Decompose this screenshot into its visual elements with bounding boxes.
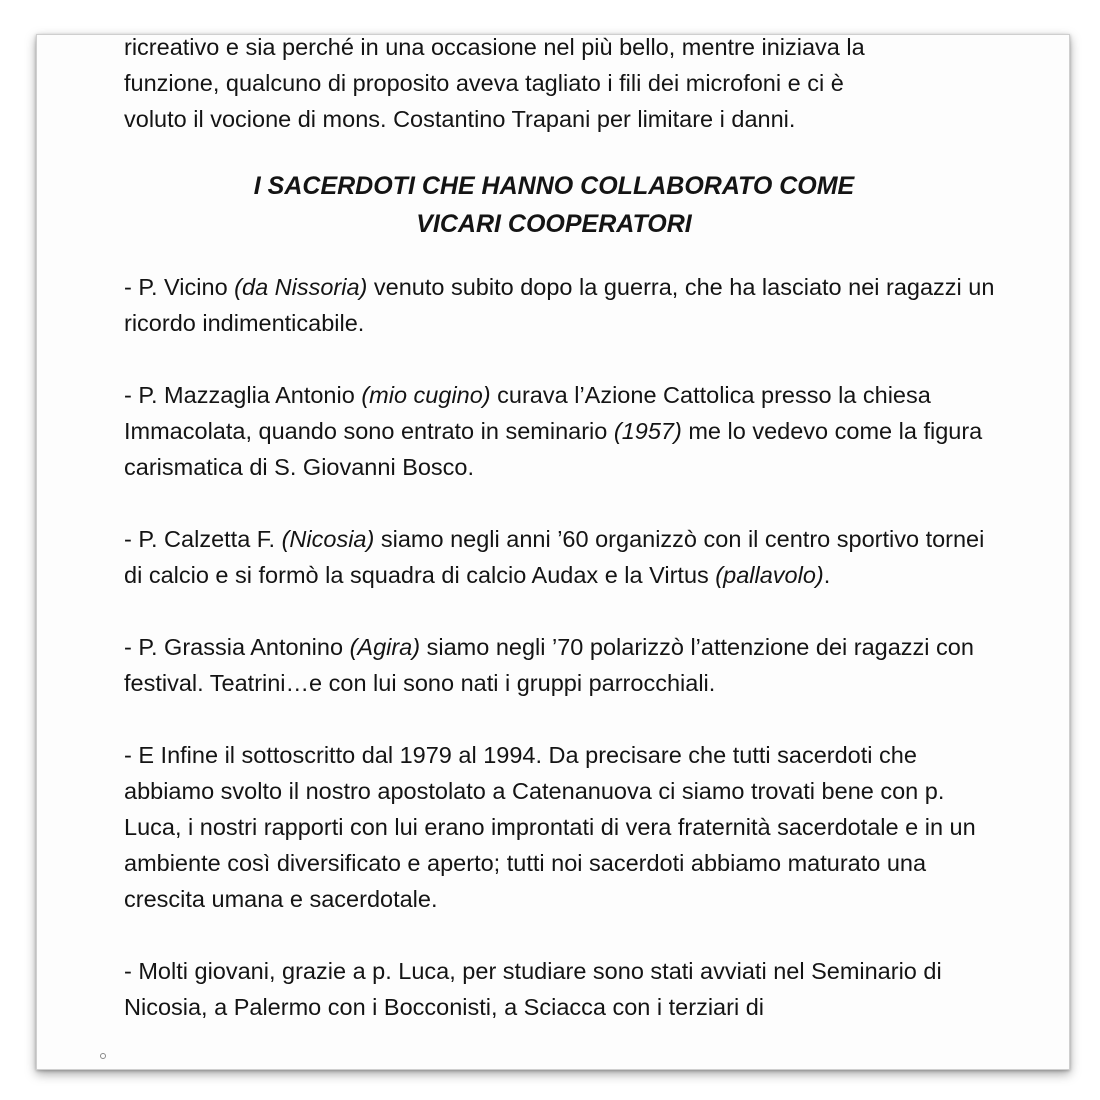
p1-rest: venuto subito dopo la guerra, che ha lasciato nei ragazzi un ricordo indimenticabile.	[124, 274, 995, 336]
p4-rest: siamo negli ’70 polarizzò l’attenzione dei ragazzi con festival. Teatrini…e con lui sono nati i gruppi parrocchiali.	[124, 634, 974, 696]
scan-speck	[100, 1053, 106, 1059]
heading-line-1: I SACERDOTI CHE HANNO COLLABORATO COME	[253, 172, 855, 200]
paragraph-giovani	[124, 953, 1004, 1025]
p2-rest: me lo vedevo come la figura carismatica di S. Giovanni Bosco.	[124, 418, 983, 480]
p4-lead: - P. Grassia Antonino	[124, 634, 350, 660]
intro-line-1: ricreativo e sia perché in una occasione nel più bello, mentre iniziava la	[124, 34, 865, 60]
p3-end: .	[823, 562, 831, 588]
paragraph-vicino	[124, 269, 1004, 341]
p1-origin: (da Nissoria)	[234, 274, 368, 300]
intro-paragraph	[124, 34, 1004, 137]
intro-line-3: voluto il vocione di mons. Costantino Trapani per limitare i danni.	[124, 106, 796, 132]
p2-year: (1957)	[613, 418, 682, 444]
paragraph-sottoscritto	[124, 737, 1004, 917]
intro-line-2: funzione, qualcuno di proposito aveva tagliato i fili dei microfoni e ci è	[124, 70, 844, 96]
p3-middle: siamo negli anni ’60 organizzò con il centro sportivo tornei di calcio e si formò la squadra di calcio Audax e la Virtus	[124, 526, 985, 588]
p2-note: (mio cugino)	[361, 382, 491, 408]
document-body	[124, 34, 1004, 1025]
p3-origin: (Nicosia)	[281, 526, 375, 552]
paragraph-calzetta	[124, 521, 1004, 593]
heading-line-2: VICARI COOPERATORI	[416, 210, 692, 238]
p6-text: - Molti giovani, grazie a p. Luca, per studiare sono stati avviati nel Seminario di Nicosia, a Palermo con i Bocconisti, a Sciacca con i terziari di	[124, 958, 942, 1020]
paragraph-grassia	[124, 629, 1004, 701]
scanned-page	[36, 34, 1070, 1070]
p3-lead: - P. Calzetta F.	[124, 526, 282, 552]
p4-origin: (Agira)	[349, 634, 421, 660]
p1-lead: - P. Vicino	[124, 274, 235, 300]
p2-lead: - P. Mazzaglia Antonio	[124, 382, 362, 408]
paragraph-mazzaglia	[124, 377, 1004, 485]
p5-text: - E Infine il sottoscritto dal 1979 al 1994. Da precisare che tutti sacerdoti che abbiamo svolto il nostro apostolato a Catenanuova ci siamo trovati bene con p. Luca, i nostri rapporti con lui erano improntati di vera fraternità sacerdotale e in un ambiente così diversificato e aperto; tutti noi sacerdoti abbiamo maturato una crescita umana e sacerdotale.	[124, 742, 976, 912]
p3-sport: (pallavolo)	[715, 562, 824, 588]
section-heading	[124, 167, 1004, 243]
p2-middle: curava l’Azione Cattolica presso la chiesa Immacolata, quando sono entrato in seminario	[124, 382, 931, 444]
